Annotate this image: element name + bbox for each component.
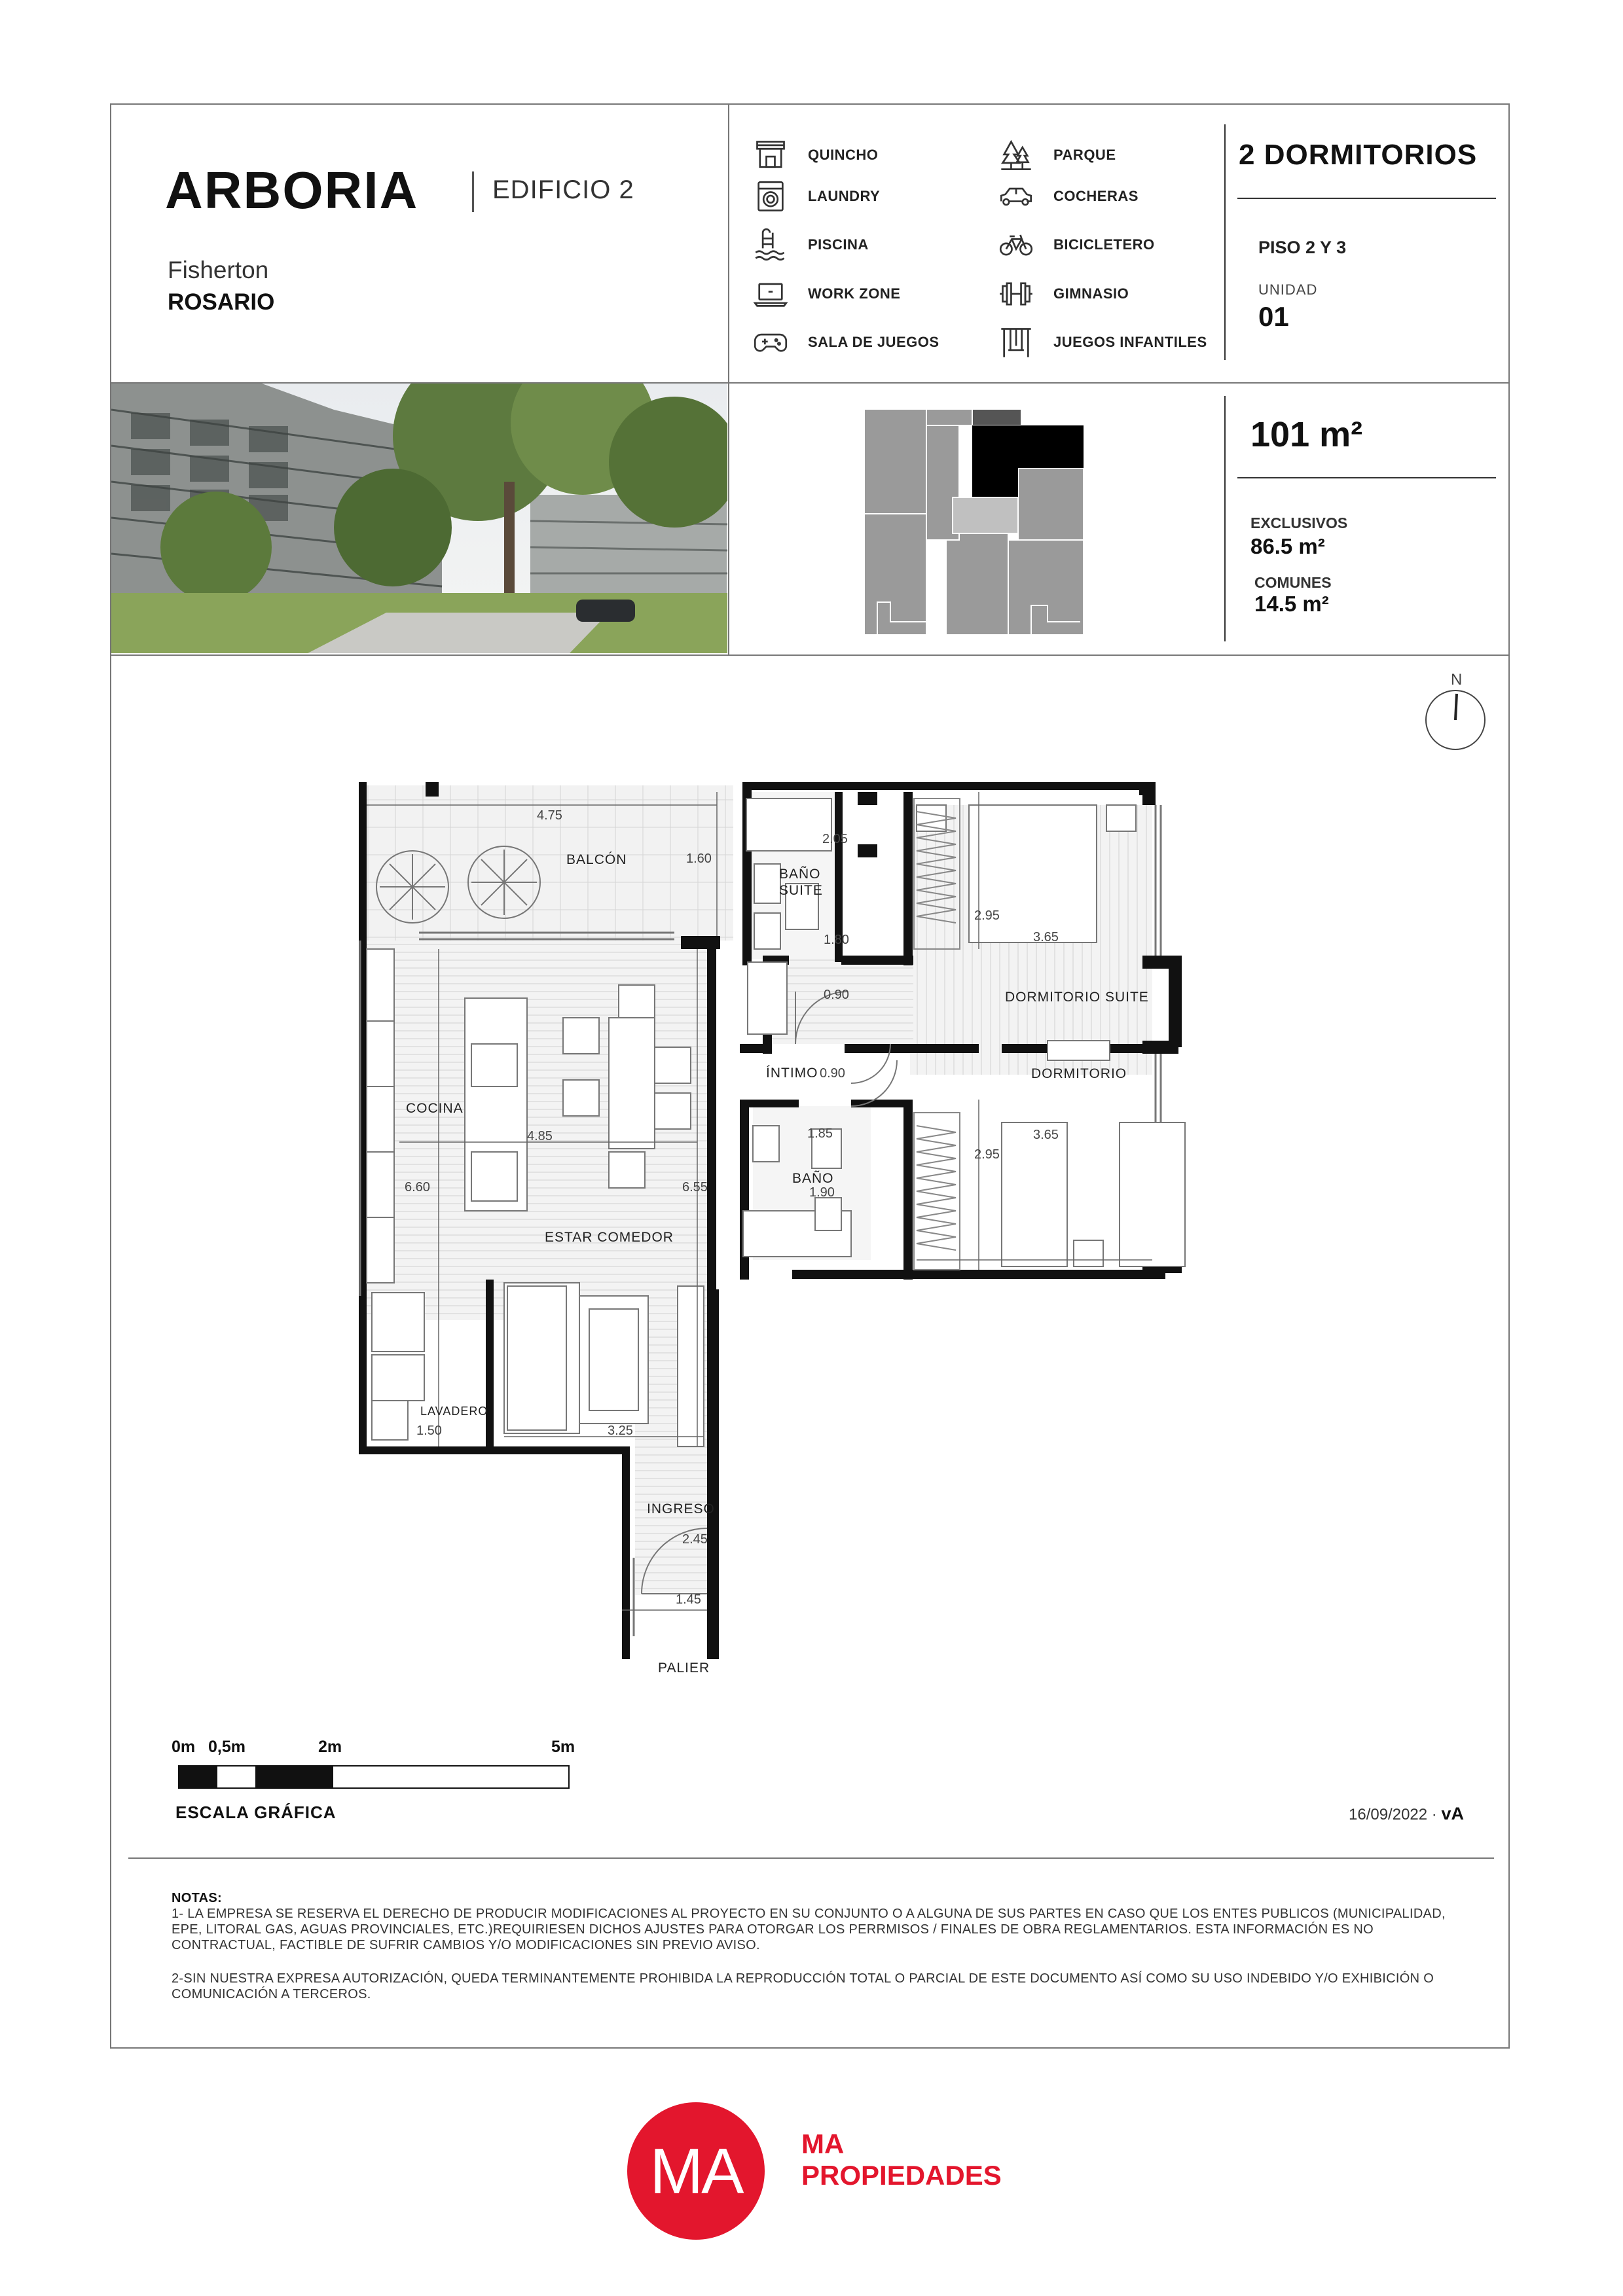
amenity-label: WORK ZONE [808,285,901,302]
common-label: COMUNES [1254,574,1332,591]
gamepad-icon [753,325,788,360]
swing-icon [998,325,1034,360]
unit-label: UNIDAD [1258,281,1318,298]
title-separator [472,171,474,212]
note-1: 1- LA EMPRESA SE RESERVA EL DERECHO DE PRODUCIR MODIFICACIONES AL PROYECTO EN SU CONJUNTO O A ALGUNA DE SUS PARTES EN CASO QUE LOS ENTES PUBLICOS (MUNICIPALIDAD, EPE, LITORAL GAS, AGUAS PROVINCIALES, ETC.)REQUIRIESEN DICHOS AJUSTES PARA OTORGAR LOS PERRMISOS / FINALES DE OBRA REGLAMENTARIOS. ESTA INFORMACIÓN ES NO CONTRACTUAL, FACTIBLE DE SUFRIR CAMBIOS Y/O MODIFICACIONES SIN PREVIO AVISO. [172,1907,1446,1952]
dim-label: 3.65 [1033,1128,1059,1142]
dim-label: 1.60 [686,852,712,866]
amenity-gimnasio [998,276,1129,312]
brand-name-line2: PROPIEDADES [801,2160,1002,2191]
dim-label: 2.05 [822,832,848,846]
amenity-laundry [753,179,880,214]
project-title: ARBORIA [165,161,419,219]
notes-heading: NOTAS: [172,1891,222,1905]
dim-label: 6.55 [682,1180,708,1194]
amenity-label: SALA DE JUEGOS [808,334,939,350]
exclusive-area: 86.5 m² [1250,534,1325,558]
scale-bar [178,1765,570,1789]
room-intimo: ÍNTIMO [766,1066,818,1081]
laptop-icon [753,276,788,312]
scale-label-2: 2m [318,1738,342,1756]
amenity-work-zone [753,276,900,312]
room-bano-suite-1: BAÑO [779,867,821,882]
trees-icon [998,137,1034,173]
key-plan [851,406,1093,635]
amenity-label: JUEGOS INFANTILES [1053,334,1207,350]
amenity-label: QUINCHO [808,147,879,163]
amenity-sala-de-juegos [753,325,939,360]
grill-house-icon [753,137,788,173]
dim-label: 0.90 [824,988,849,1002]
amenity-label: GIMNASIO [1053,285,1129,302]
dim-label: 3.25 [608,1424,633,1438]
amenity-quincho [753,137,878,173]
room-estar-comedor: ESTAR COMEDOR [545,1230,674,1245]
brand-name-line1: MA [801,2128,845,2159]
unit-number: 01 [1258,301,1289,332]
dim-label: 1.85 [807,1126,833,1141]
info-column-divider-2 [1224,396,1226,641]
building-name: EDIFICIO 2 [492,175,634,204]
info-rule [1237,198,1496,199]
room-ingreso: INGRESO [647,1501,715,1516]
notes-block [172,1890,1474,2020]
floors: PISO 2 Y 3 [1258,238,1347,257]
scale-label-0: 0m [172,1738,196,1756]
amenity-juegos-infantiles [998,325,1207,360]
room-bano-suite-2: SUITE [779,883,823,898]
info-column-divider [1224,124,1226,360]
brand-logo: MA [627,2102,765,2240]
note-2: 2-SIN NUESTRA EXPRESA AUTORIZACIÓN, QUEDA TERMINANTEMENTE PROHIBIDA LA REPRODUCCIÓN TOTAL O PARCIAL DE ESTE DOCUMENTO ASÍ COMO SU USO INDEBIDO Y/O EXHIBICIÓN O COMUNICACIÓN A TERCEROS. [172,1971,1434,2001]
dim-label: 2.95 [974,1147,1000,1162]
dim-label: 4.85 [527,1129,553,1143]
room-cocina: COCINA [406,1101,464,1116]
amenity-parque [998,137,1116,173]
amenity-label: PISCINA [808,236,869,253]
common-area: 14.5 m² [1254,592,1329,616]
neighborhood: Fisherton [168,257,269,283]
room-dormitorio: DORMITORIO [1031,1066,1127,1081]
dumbbell-icon [998,276,1034,312]
room-balcon: BALCÓN [566,852,627,867]
notes-divider [128,1857,1494,1859]
info-rule-2 [1237,477,1496,478]
version-text: vA [1441,1804,1464,1823]
pool-icon [753,227,788,262]
north-label: N [1451,671,1463,689]
floor-plan [340,772,1257,1689]
amenity-label: BICICLETERO [1053,236,1155,253]
dim-label: 2.45 [682,1532,708,1547]
scale-title: ESCALA GRÁFICA [175,1803,337,1822]
dim-label: 3.65 [1033,930,1059,944]
building-render-image [111,384,727,653]
total-area: 101 m² [1250,415,1363,454]
brand-name [801,2128,1002,2191]
car-icon [998,179,1034,214]
dim-label: 2.95 [974,908,1000,923]
amenity-cocheras [998,179,1139,214]
amenity-label: LAUNDRY [808,188,881,204]
bicycle-icon [998,227,1034,262]
north-compass [1419,666,1491,751]
scale-label-5: 5m [551,1738,575,1756]
header-divider-bottom [110,655,1510,656]
dim-label: 1.45 [676,1592,701,1607]
room-palier: PALIER [658,1660,710,1676]
dim-label: 1.50 [416,1424,442,1438]
scale-label-05: 0,5m [208,1738,246,1756]
dim-label: 0.90 [820,1066,845,1081]
date-text: 16/09/2022 · [1349,1806,1442,1823]
bedroom-count: 2 DORMITORIOS [1239,139,1478,171]
amenity-piscina [753,227,869,262]
dim-label: 1.90 [809,1185,835,1200]
washing-machine-icon [753,179,788,214]
room-dormitorio-suite: DORMITORIO SUITE [1005,990,1149,1005]
revision-date [1349,1804,1464,1824]
amenity-bicicletero [998,227,1155,262]
room-bano: BAÑO [792,1171,834,1186]
amenity-label: COCHERAS [1053,188,1139,204]
amenity-label: PARQUE [1053,147,1116,163]
header-column-divider [728,103,729,655]
exclusive-label: EXCLUSIVOS [1250,514,1348,531]
dim-label: 1.80 [824,933,849,947]
city: ROSARIO [168,289,275,315]
room-lavadero: LAVADERO [420,1405,488,1418]
dim-label: 4.75 [537,808,562,823]
dim-label: 6.60 [405,1180,430,1194]
